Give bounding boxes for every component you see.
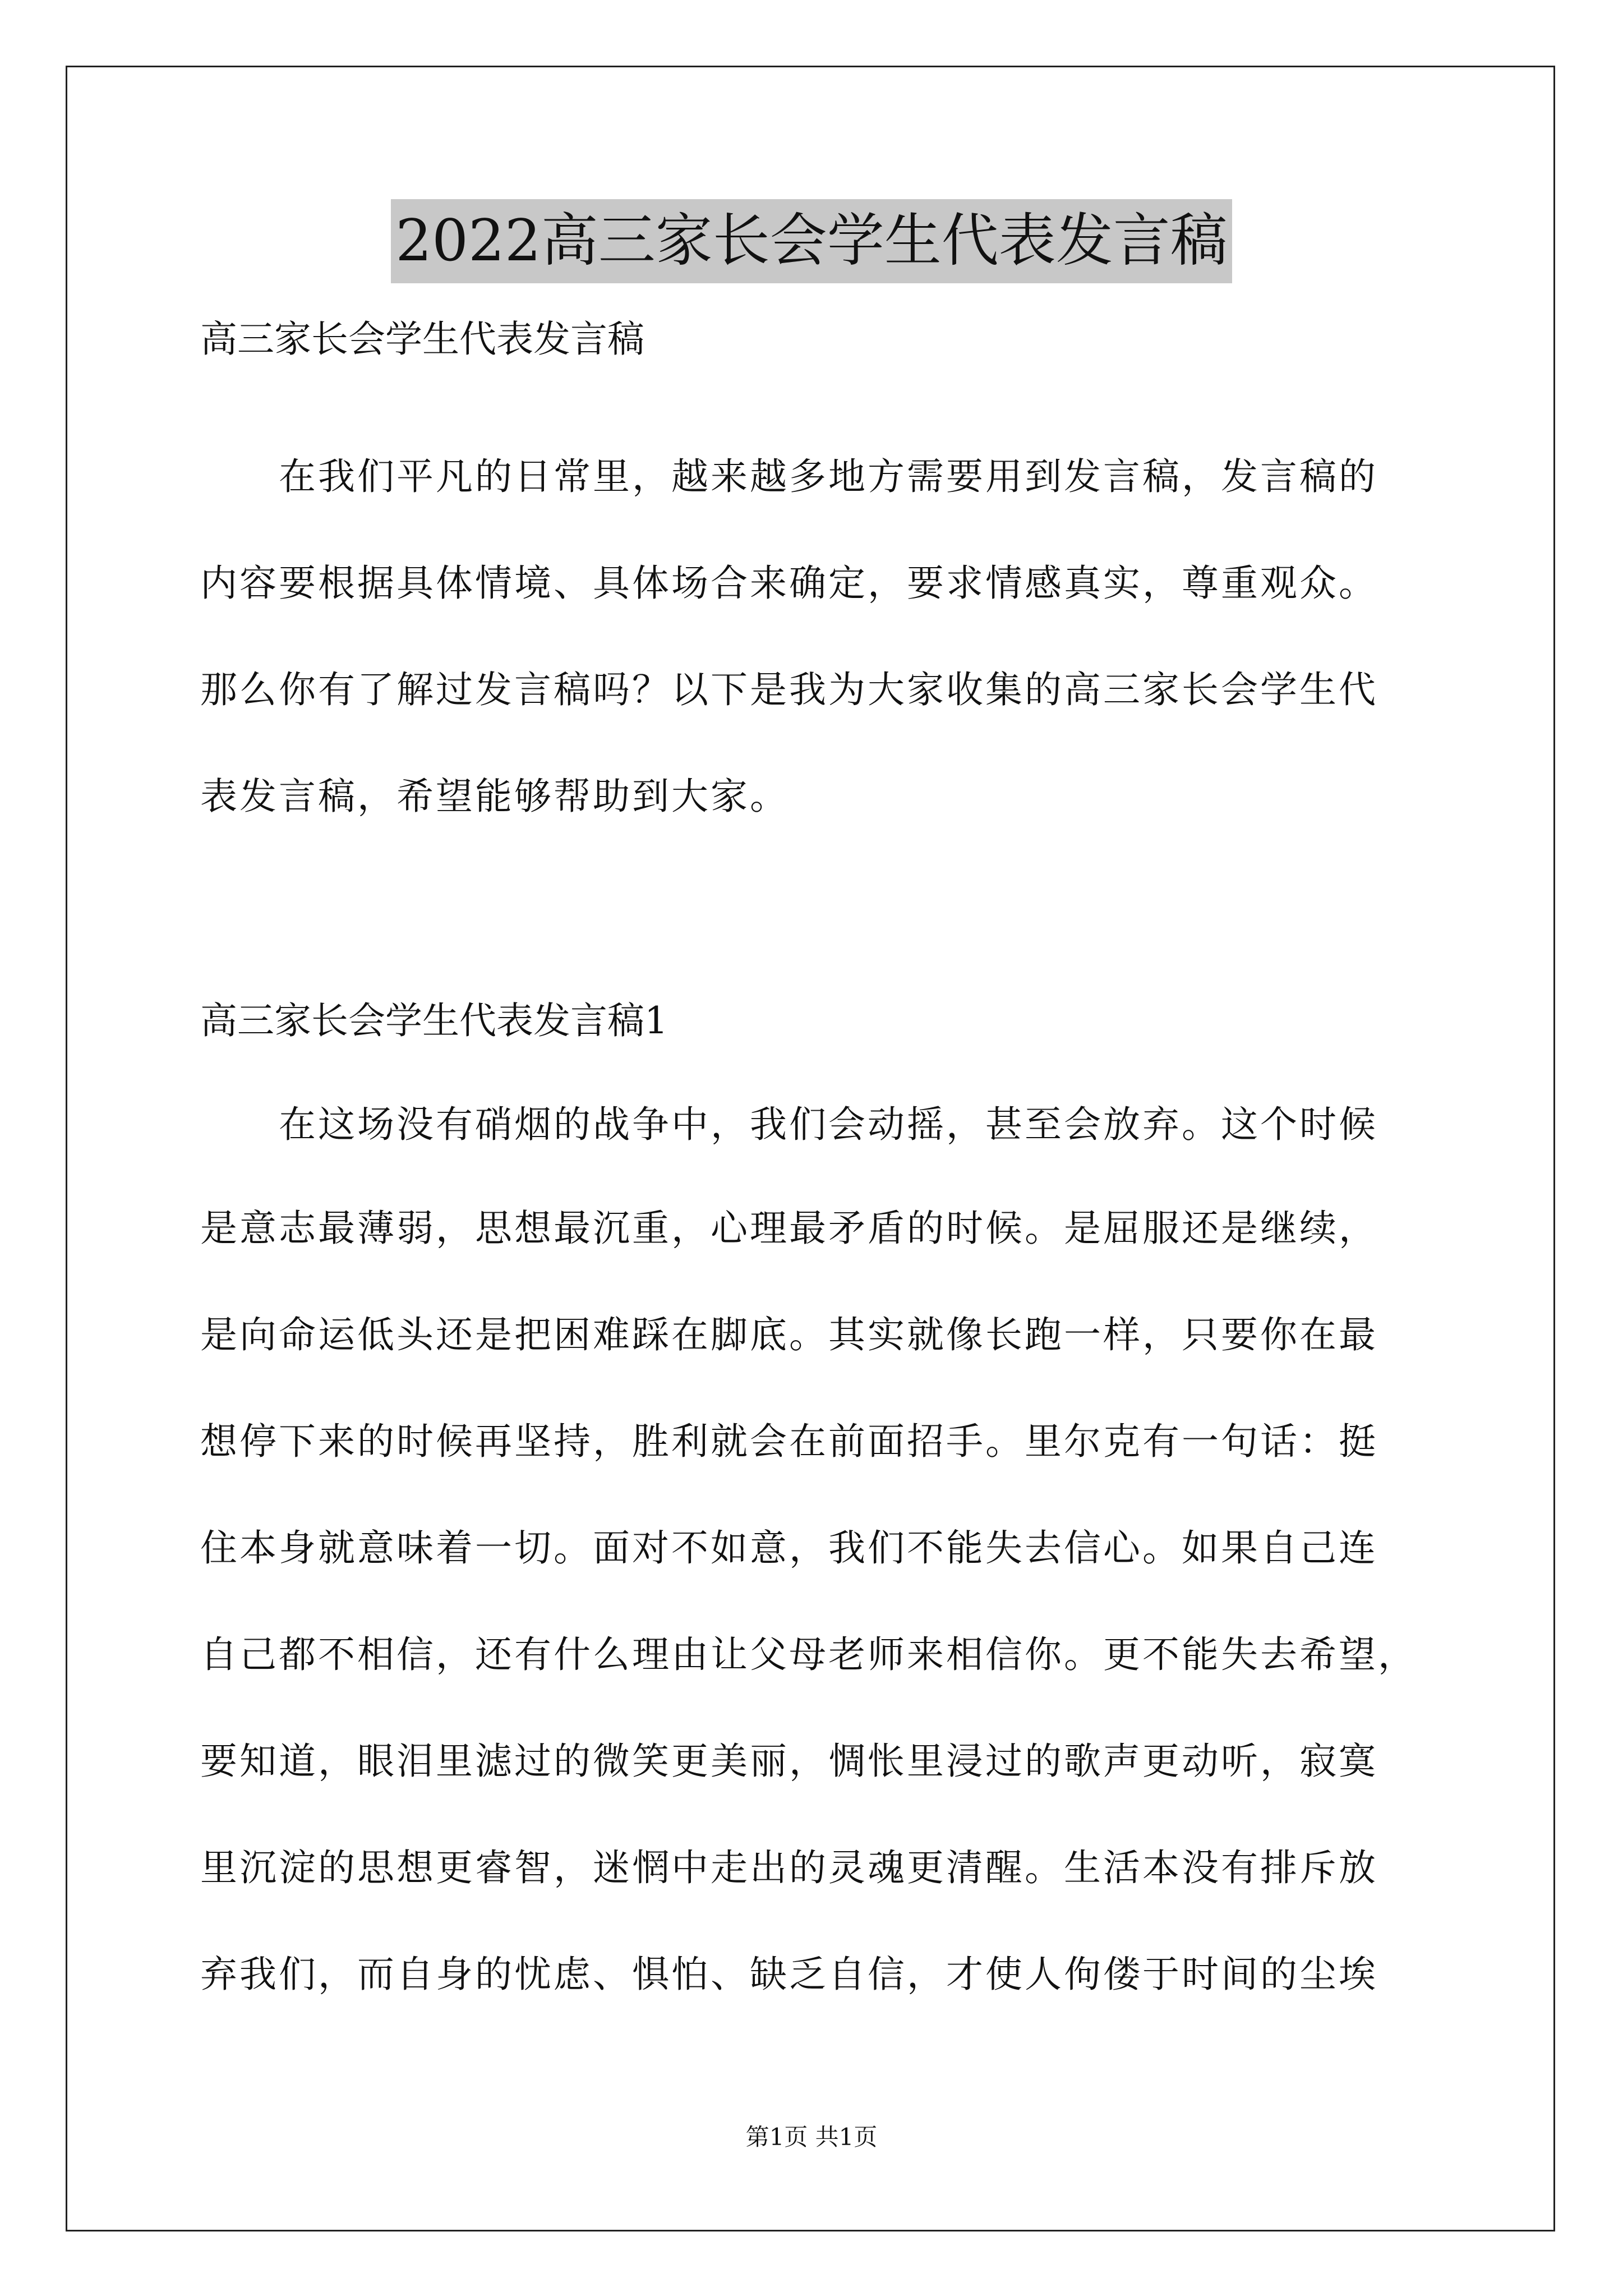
document-subtitle: 高三家长会学生代表发言稿 xyxy=(200,318,644,361)
section-line-4: 想停下来的时候再坚持，胜利就会在前面招手。里尔克有一句话：挺 xyxy=(200,1420,1378,1463)
section-line-2: 是意志最薄弱，思想最沉重，心理最矛盾的时候。是屈服还是继续， xyxy=(200,1207,1378,1250)
page-footer: 第1页 共1页 xyxy=(745,2123,878,2151)
intro-line-2: 内容要根据具体情境、具体场合来确定，要求情感真实，尊重观众。 xyxy=(200,562,1378,605)
document-title xyxy=(0,199,1623,283)
section-line-7: 要知道，眼泪里滤过的微笑更美丽，惆怅里浸过的歌声更动听，寂寞 xyxy=(200,1740,1378,1783)
section-line-1: 在这场没有硝烟的战争中，我们会动摇，甚至会放弃。这个时候 xyxy=(279,1103,1378,1146)
section-line-5: 住本身就意味着一切。面对不如意，我们不能失去信心。如果自己连 xyxy=(200,1526,1378,1570)
document-title-text: 2022高三家长会学生代表发言稿 xyxy=(391,199,1232,283)
section-line-9: 弃我们，而自身的忧虑、惧怕、缺乏自信，才使人佝偻于时间的尘埃 xyxy=(200,1953,1378,1996)
section-line-6: 自己都不相信，还有什么理由让父母老师来相信你。更不能失去希望， xyxy=(200,1633,1417,1676)
intro-line-4: 表发言稿，希望能够帮助到大家。 xyxy=(200,775,789,818)
section-heading: 高三家长会学生代表发言稿1 xyxy=(200,999,668,1042)
section-line-3: 是向命运低头还是把困难踩在脚底。其实就像长跑一样，只要你在最 xyxy=(200,1313,1378,1356)
intro-line-1: 在我们平凡的日常里，越来越多地方需要用到发言稿，发言稿的 xyxy=(279,455,1378,498)
intro-line-3: 那么你有了解过发言稿吗？以下是我为大家收集的高三家长会学生代 xyxy=(200,668,1378,711)
section-line-8: 里沉淀的思想更睿智，迷惘中走出的灵魂更清醒。生活本没有排斥放 xyxy=(200,1846,1378,1889)
